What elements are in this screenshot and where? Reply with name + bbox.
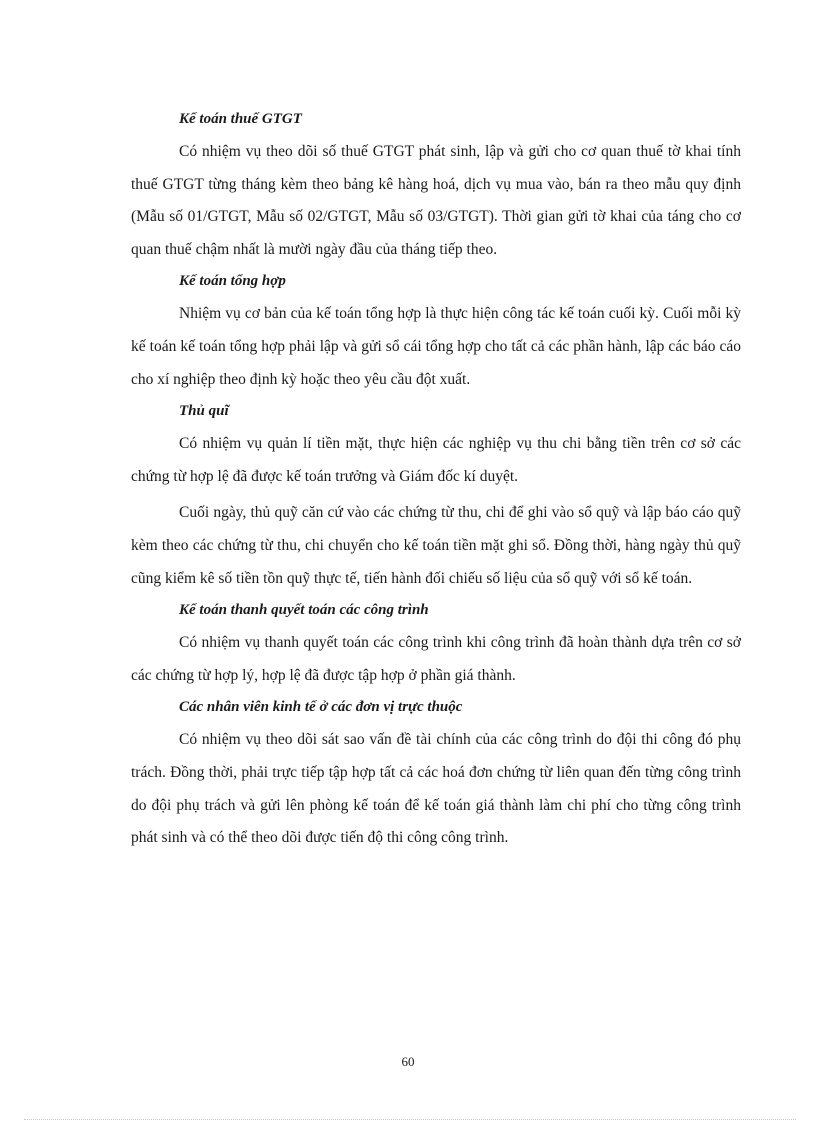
paragraph: Có nhiệm vụ quản lí tiền mặt, thực hiện các nghiệp vụ thu chi bằng tiền trên cơ sở các chứng từ hợp lệ đã được kế toán trưởng và Giám đốc kí duyệt. bbox=[131, 435, 741, 485]
section-heading: Kế toán thanh quyết toán các công trình bbox=[179, 602, 429, 619]
paragraph: Có nhiệm vụ theo dõi số thuế GTGT phát sinh, lập và gửi cho cơ quan thuế tờ khai tính thuế GTGT từng tháng kèm theo bảng kê hàng hoá, dịch vụ mua vào, bán ra theo mẫu quy định (Mẫu số 01/GTGT, Mẫu số 02/GTGT, Mẫu số 03/GTGT). Thời gian gửi tờ khai của táng cho cơ quan thuế chậm nhất là mười ngày đầu của tháng tiếp theo. bbox=[131, 143, 741, 258]
section-ke-toan-tong-hop bbox=[131, 266, 741, 396]
paragraph: Nhiệm vụ cơ bản của kế toán tổng hợp là thực hiện công tác kế toán cuối kỳ. Cuối mỗi kỳ kế toán kế toán tổng hợp phải lập và gửi sổ cái tổng hợp cho tất cả các phần hành, lập các báo cáo cho xí nghiệp theo định kỳ hoặc theo yêu cầu đột xuất. bbox=[131, 305, 741, 388]
section-ke-toan-thue-gtgt bbox=[131, 104, 741, 266]
paragraph: Cuối ngày, thủ quỹ căn cứ vào các chứng từ thu, chi để ghi vào sổ quỹ và lập báo cáo quỹ kèm theo các chứng từ thu, chi chuyển cho kế toán tiền mặt ghi sổ. Đồng thời, hàng ngày thủ quỹ cũng kiểm kê số tiền tồn quỹ thực tế, tiến hành đối chiếu số liệu của sổ quỹ với sổ kế toán. bbox=[131, 504, 741, 587]
page-number: 60 bbox=[401, 1054, 415, 1069]
paragraph: Có nhiệm vụ theo dõi sát sao vấn đề tài chính của các công trình do đội thi công đó phụ trách. Đồng thời, phải trực tiếp tập hợp tất cả các hoá đơn chứng từ liên quan đến từng công trình do đội phụ trách và gửi lên phòng kế toán để kế toán giá thành làm chi phí cho từng công trình phát sinh và có thể theo dõi được tiến độ thi công công trình. bbox=[131, 731, 741, 847]
section-heading: Thủ quĩ bbox=[179, 403, 229, 420]
page-body bbox=[131, 104, 741, 855]
section-heading: Các nhân viên kinh tế ở các đơn vị trực thuộc bbox=[179, 699, 463, 716]
section-heading: Kế toán thuế GTGT bbox=[179, 111, 302, 127]
section-heading: Kế toán tổng hợp bbox=[179, 273, 286, 290]
paragraph: Có nhiệm vụ thanh quyết toán các công trình khi công trình đã hoàn thành dựa trên cơ sở các chứng từ hợp lý, hợp lệ đã được tập hợp ở phần giá thành. bbox=[131, 634, 741, 684]
section-nhan-vien-kinh-te bbox=[131, 692, 741, 854]
section-thu-qui bbox=[131, 396, 741, 595]
section-ke-toan-thanh-quyet-toan bbox=[131, 595, 741, 692]
footer-divider bbox=[24, 1119, 796, 1120]
